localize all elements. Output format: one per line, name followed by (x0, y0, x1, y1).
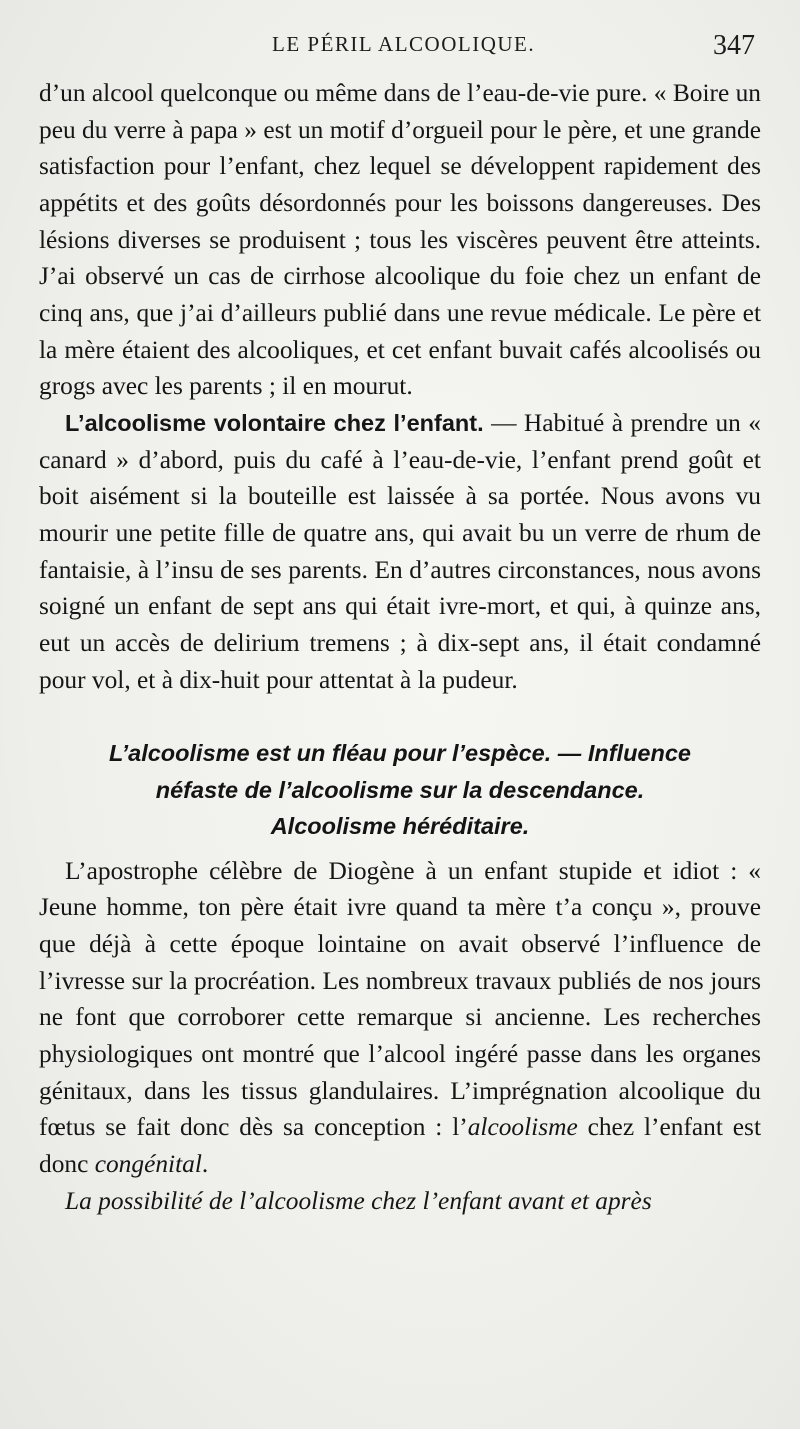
paragraph-3-body: L’apostrophe célèbre de Diogène à un enfant stupide et idiot : « Jeune homme, ton père était ivre quand ta mère t’a conçu », prouve que déjà à cette époque lointaine on avait observé l’influence de l’ivresse sur la procréation. Les nombreux travaux publiés de nos jours ne font que corroborer cette remarque si ancienne. Les recherches physiologiques ont montré que l’alcool ingéré passe dans les organes génitaux, dans les tissus glandulaires. L’imprégnation alcoolique du fœtus se fait donc dès sa conception : (39, 856, 761, 1142)
paragraph-3-end-c: chez l’enfant est donc (39, 1113, 761, 1178)
section-heading-line-3: Alcoolisme héréditaire. (270, 813, 530, 840)
section-heading-line-2: néfaste de l’alcoolisme sur la descendance. (155, 776, 645, 803)
running-title: LE PÉRIL ALCOOLIQUE. (272, 32, 536, 56)
run-in-heading: L’alcoolisme volontaire chez l’enfant. (65, 409, 484, 436)
paragraph-3-end-d: congénital (94, 1149, 202, 1178)
paragraph-3-end-e: . (201, 1149, 209, 1178)
section-heading-line-1: L’alcoolisme est un fléau pour l’espèce. — Influence (109, 740, 691, 767)
body-text (39, 75, 761, 1219)
paragraph-3-end-a: l’ (452, 1113, 468, 1142)
paragraph-3-end-b: alcoolisme (467, 1113, 578, 1142)
page-number: 347 (713, 30, 755, 61)
paragraph-1: d’un alcool quelconque ou même dans de l’eau-de-vie pure. « Boire un peu du verre à papa » est un motif d’orgueil pour le père, et une grande satisfaction pour l’enfant, chez lequel se développent rapidement des appétits et des goûts désordonnés pour les boissons dangereuses. Des lésions diverses se produisent ; tous les viscères peuvent être atteints. J’ai observé un cas de cirrhose alcoolique du foie chez un enfant de cinq ans, que j’ai d’ailleurs publié dans une revue médicale. Le père et la mère étaient des alcooliques, et cet enfant buvait cafés alcoolisés ou grogs avec les parents ; il en mourut. (39, 79, 761, 401)
paragraph-4: La possibilité de l’alcoolisme chez l’enfant avant et après (65, 1186, 652, 1215)
paragraph-2 (39, 405, 761, 698)
paragraph-2-body: — Habitué à prendre un « canard » d’abord, puis du café à l’eau-de-vie, l’enfant prend goût et boit aisément si la bouteille est laissée à sa portée. Nous avons vu mourir une petite fille de quatre ans, qui avait bu un verre de rhum de fantaisie, à l’insu de ses parents. En d’autres circonstances, nous avons soigné un enfant de sept ans qui était ivre-mort, et qui, à quinze ans, eut un accès de delirium tremens ; à dix-sept ans, il était condamné pour vol, et à dix-huit pour attentat à la pudeur. (39, 408, 762, 694)
section-heading (39, 735, 761, 845)
running-head (0, 30, 800, 70)
paragraph-3 (39, 853, 761, 1183)
